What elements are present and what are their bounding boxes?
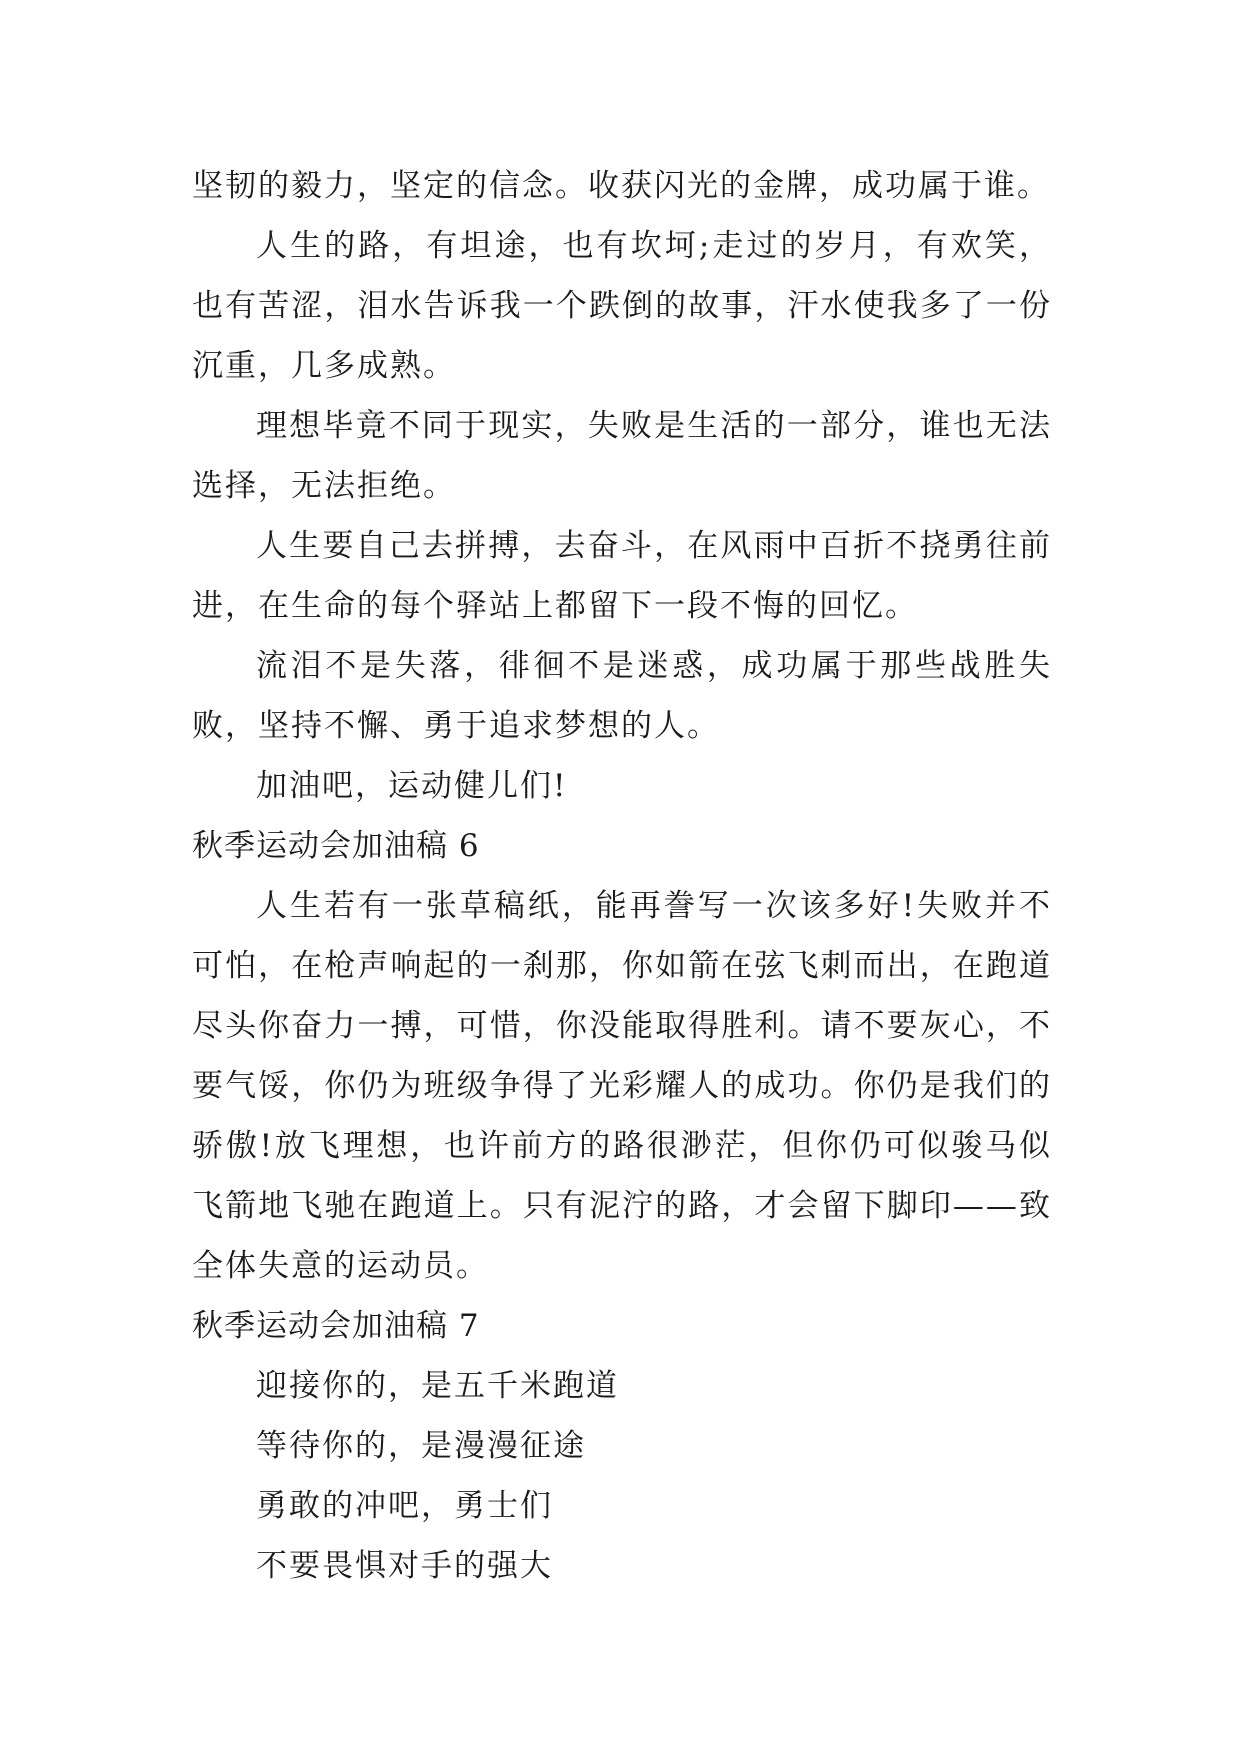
paragraph-continuation: 坚韧的毅力，坚定的信念。收获闪光的金牌，成功属于谁。 <box>192 168 1050 204</box>
paragraph: 理想毕竟不同于现实，失败是生活的一部分，谁也无法选择，无法拒绝。 <box>192 408 1052 504</box>
paragraph: 人生的路，有坦途，也有坎坷;走过的岁月，有欢笑，也有苦涩，泪水告诉我一个跌倒的故事，汗水使我多了一份沉重，几多成熟。 <box>192 228 1052 384</box>
section-heading: 秋季运动会加油稿 7 <box>192 1308 480 1344</box>
paragraph: 人生要自己去拼搏，去奋斗，在风雨中百折不挠勇往前进，在生命的每个驿站上都留下一段不悔的回忆。 <box>192 528 1052 624</box>
verse-line: 迎接你的，是五千米跑道 <box>256 1368 619 1404</box>
section-heading: 秋季运动会加油稿 6 <box>192 828 480 864</box>
verse-line: 不要畏惧对手的强大 <box>256 1548 553 1584</box>
verse-line: 勇敢的冲吧，勇士们 <box>256 1488 553 1524</box>
paragraph: 人生若有一张草稿纸，能再誊写一次该多好!失败并不可怕，在枪声响起的一刹那，你如箭在弦飞刺而出，在跑道尽头你奋力一搏，可惜，你没能取得胜利。请不要灰心，不要气馁，你仍为班级争得了光彩耀人的成功。你仍是我们的骄傲!放飞理想，也许前方的路很渺茫，但你仍可似骏马似飞箭地飞驰在跑道上。只有泥泞的路，才会留下脚印——致全体失意的运动员。 <box>192 888 1052 1284</box>
verse-line: 等待你的，是漫漫征途 <box>256 1428 586 1464</box>
document-body <box>192 156 1052 1596</box>
paragraph: 加油吧，运动健儿们! <box>256 768 568 804</box>
paragraph: 流泪不是失落，徘徊不是迷惑，成功属于那些战胜失败，坚持不懈、勇于追求梦想的人。 <box>192 648 1052 744</box>
